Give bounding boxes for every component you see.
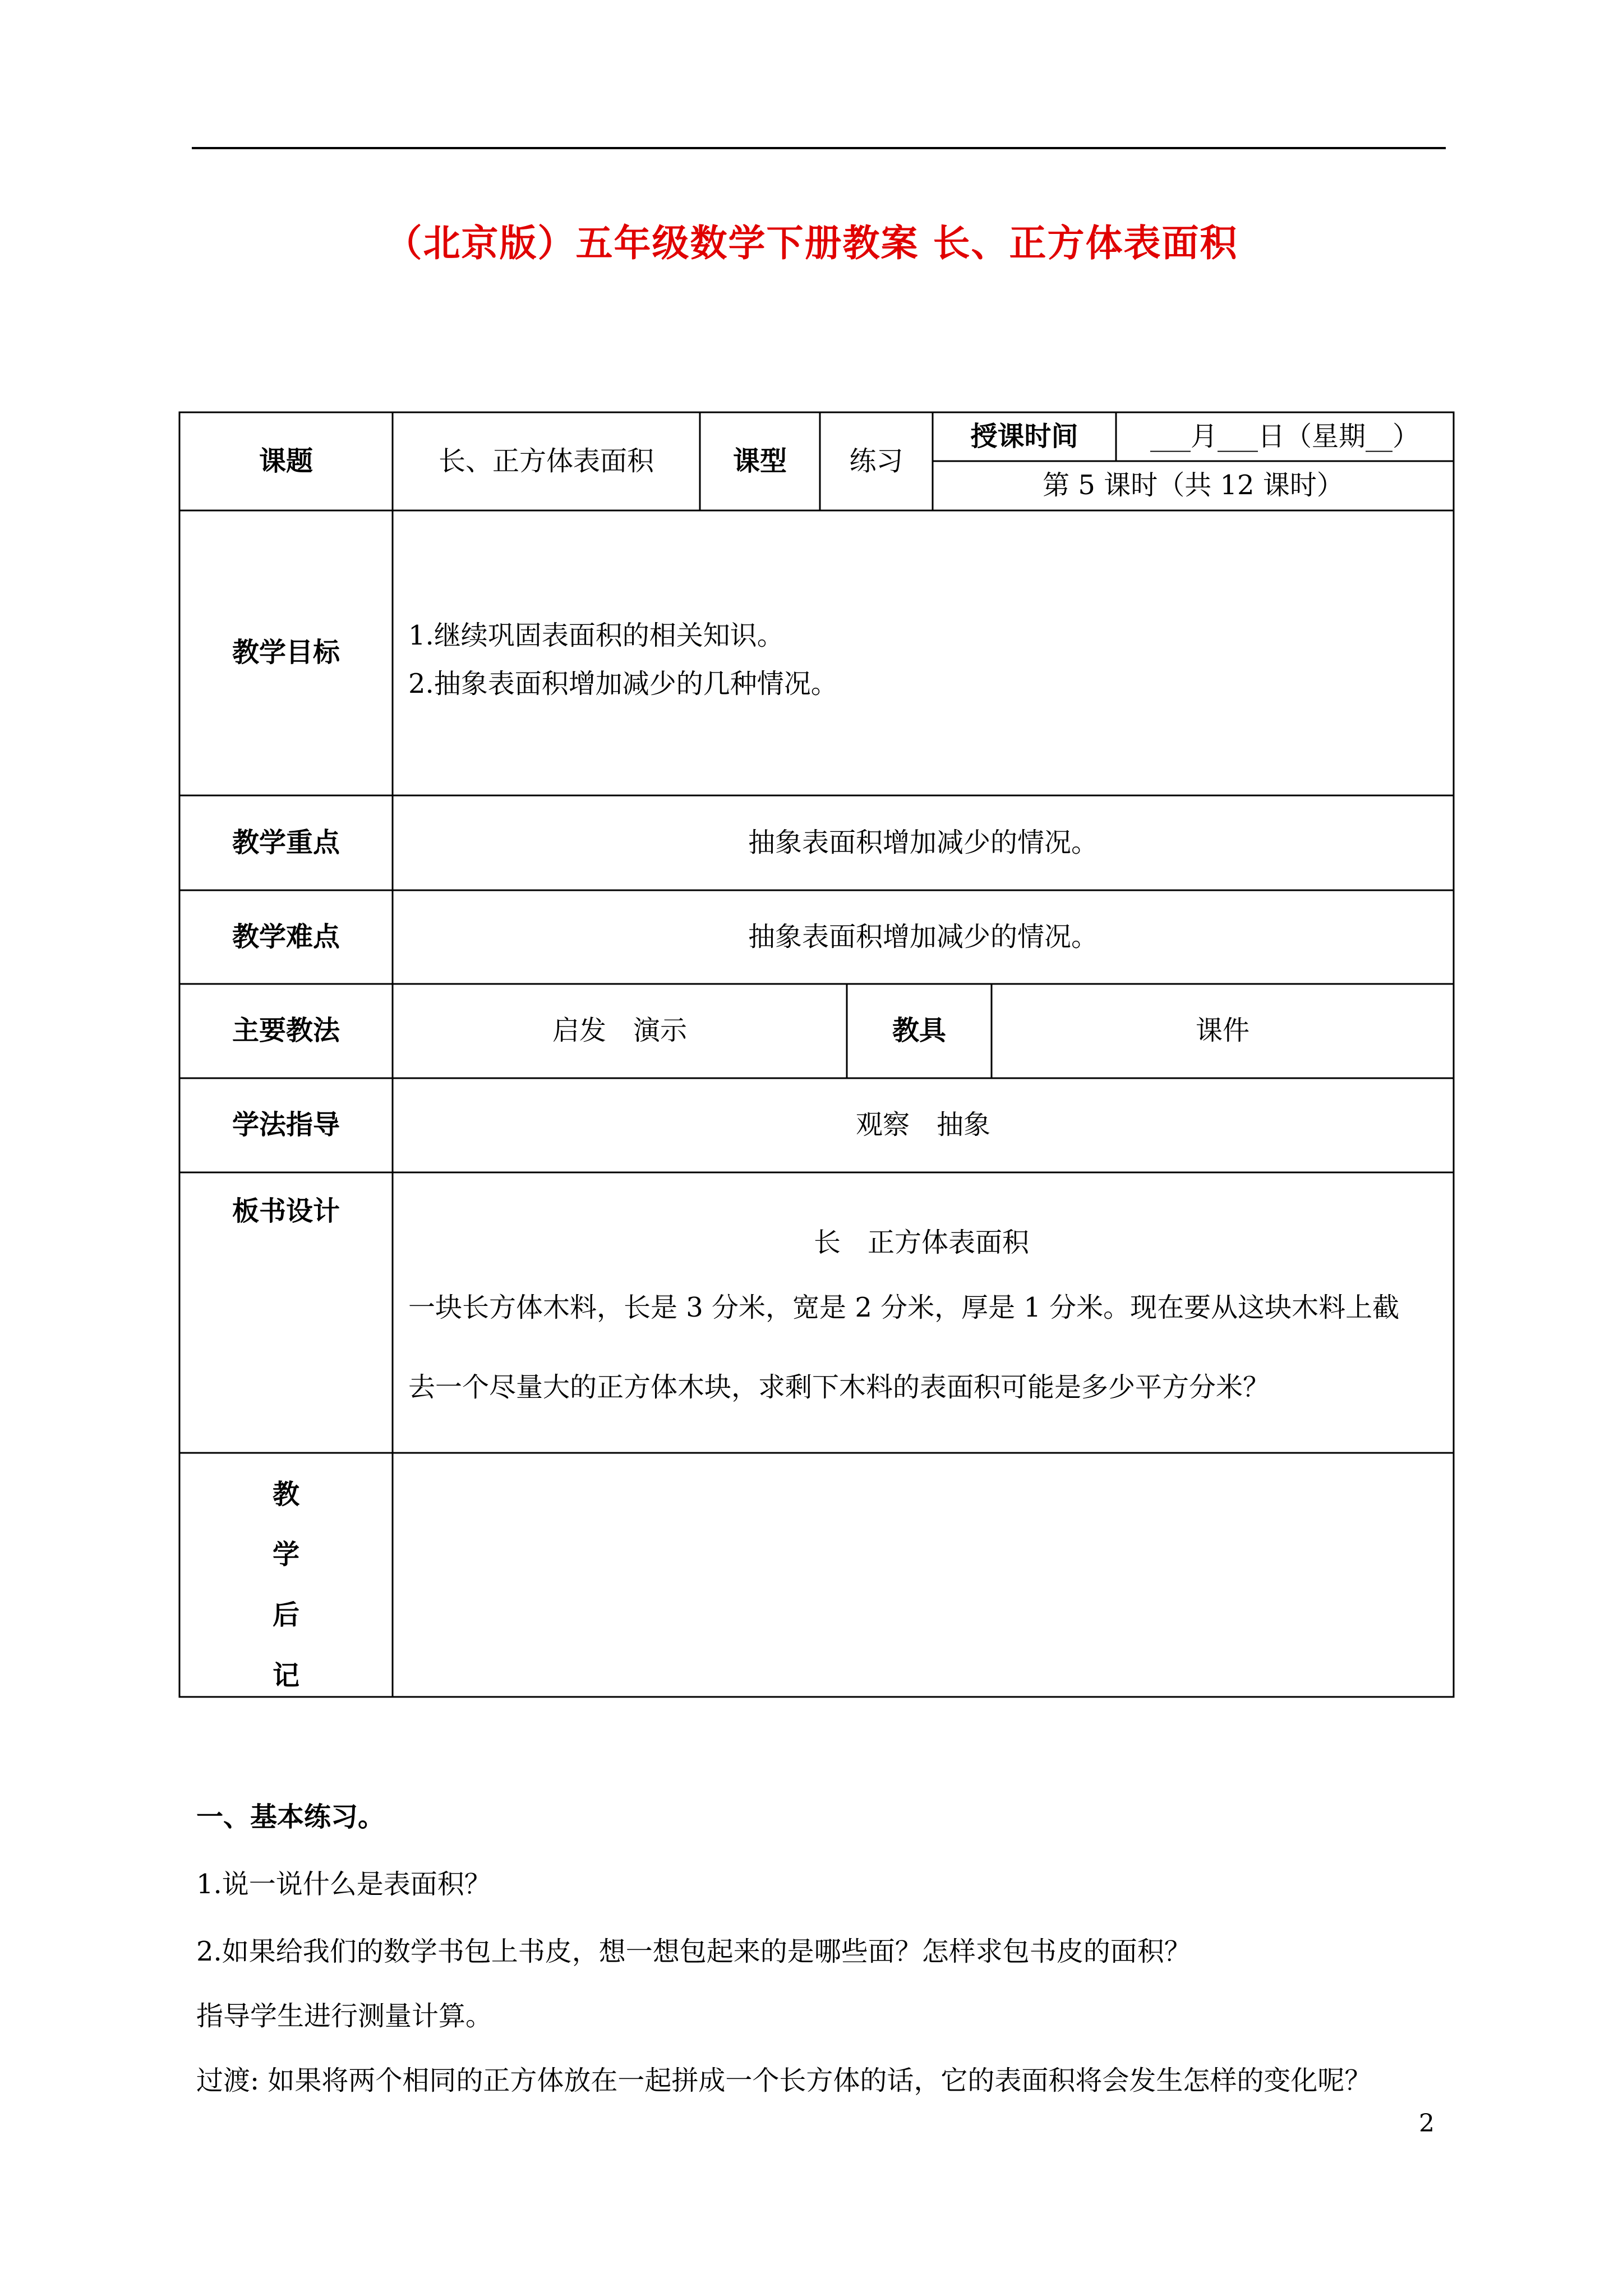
- difficulty-label: 教学难点: [232, 921, 340, 953]
- period-value: 第 5 课时（共 12 课时）: [1043, 470, 1344, 501]
- time-label: 授课时间: [970, 420, 1078, 452]
- postscript-char: 记: [272, 1660, 299, 1691]
- document-title: （北京版）五年级数学下册教案 长、正方体表面积: [385, 222, 1238, 265]
- goal-item: 1.继续巩固表面积的相关知识。: [408, 620, 784, 651]
- type-label: 课型: [732, 445, 787, 477]
- key-value: 抽象表面积增加减少的情况。: [748, 826, 1098, 858]
- difficulty-value: 抽象表面积增加减少的情况。: [748, 921, 1098, 953]
- method-value: 启发 演示: [552, 1015, 687, 1047]
- tools-label: 教具: [892, 1015, 946, 1047]
- board-title: 长 正方体表面积: [813, 1227, 1029, 1258]
- postscript-char: 学: [272, 1539, 299, 1570]
- board-design: [408, 1217, 1435, 1427]
- postscript-char: 教: [272, 1479, 299, 1510]
- postscript-char: 后: [272, 1599, 299, 1631]
- tools-value: 课件: [1195, 1015, 1249, 1047]
- section-line: 指导学生进行测量计算。: [196, 2000, 493, 2032]
- section-line: 1.说一说什么是表面积？: [196, 1869, 491, 1900]
- goals-label: 教学目标: [232, 637, 340, 669]
- guide-label: 学法指导: [232, 1109, 340, 1141]
- section-line: 2.如果给我们的数学书包上书皮，想一想包起来的是哪些面？怎样求包书皮的面积？: [196, 1936, 1191, 1967]
- goals-list: [408, 611, 838, 708]
- board-line: 一块长方体木料，长是 3 分米，宽是 2 分米，厚是 1 分米。现在要从这块木料上截: [408, 1292, 1400, 1323]
- board-line: 去一个尽量大的正方体木块，求剩下木料的表面积可能是多少平方分米？: [408, 1372, 1270, 1403]
- board-label: 板书设计: [232, 1195, 340, 1227]
- section-line: 过渡: 如果将两个相同的正方体放在一起拼成一个长方体的话，它的表面积将会发生怎样的变化呢？: [196, 2065, 1372, 2096]
- guide-value: 观察 抽象: [855, 1109, 990, 1141]
- method-label: 主要教法: [232, 1015, 340, 1047]
- section-heading: 一、基本练习。: [196, 1801, 385, 1833]
- time-value: ___月___日（星期__）: [1150, 420, 1419, 452]
- topic-label: 课题: [259, 445, 313, 477]
- type-value: 练习: [849, 445, 903, 477]
- page-number: 2: [1419, 2109, 1435, 2138]
- goal-item: 2.抽象表面积增加减少的几种情况。: [408, 668, 838, 700]
- topic-value: 长、正方体表面积: [438, 445, 654, 477]
- key-label: 教学重点: [232, 826, 340, 858]
